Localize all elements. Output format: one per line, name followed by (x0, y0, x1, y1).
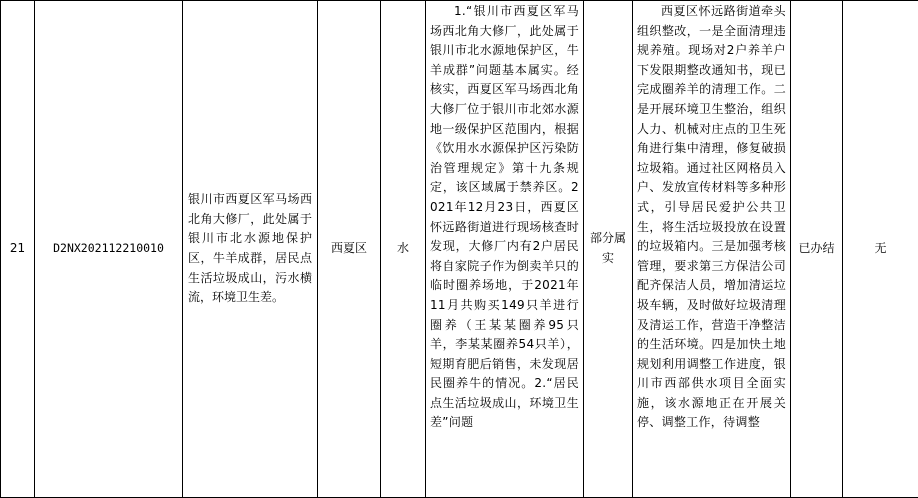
case-id: D2NX202112210010 (35, 1, 183, 498)
district: 西夏区 (318, 1, 381, 498)
pollution-category: 水 (381, 1, 426, 498)
investigation-text: 1.“银川市西夏区军马场西北角大修厂，此处属于银川市北水源地保护区，牛羊成群”问题基本属实。经核实，西夏区军马场西北角大修厂位于银川市北郊水源地一级保护区范围内，根据《饮用水水源保护区污染防治管理规定》第十九条规定，该区域属于禁养区。2021年12月23日，西夏区怀远路街道进行现场核查时发现，大修厂内有2户居民将自家院子作为倒卖羊只的临时圈养场地，于2021年11月共购买149只羊进行圈养（王某某圈养95只羊，李某某圈养54只羊），短期育肥后销售，未发现居民圈养牛的情况。2.“居民点生活垃圾成山，环境卫生差”问题 (430, 2, 579, 496)
verdict: 部分属实 (584, 1, 633, 498)
complaint-text: 银川市西夏区军马场西北角大修厂，此处属于银川市北水源地保护区，牛羊成群，居民点生活垃圾成山，污水横流，环境卫生差。 (183, 1, 318, 498)
row-index: 21 (1, 1, 35, 498)
accountability: 无 (843, 1, 918, 498)
handling-text: 西夏区怀远路街道牵头组织整改，一是全面清理违规养殖。现场对2户养羊户下发限期整改通知书，现已完成圈养羊的清理工作。二是开展环境卫生整治，组织人力、机械对庄点的卫生死角进行集中清理，修复破损垃圾箱。通过社区网格员入户、发放宣传材料等多种形式，引导居民爱护公共卫生，将生活垃圾投放在设置的垃圾箱内。三是加强考核管理，要求第三方保洁公司配齐保洁人员，增加清运垃圾车辆，及时做好垃圾清理及清运工作，营造干净整洁的生活环境。四是加快土地规划利用调整工作进度，银川市西部供水项目全面实施，该水源地正在开展关停、调整工作，待调整 (637, 2, 786, 496)
handling-cell (633, 1, 791, 498)
status: 已办结 (791, 1, 843, 498)
table-row (1, 1, 918, 498)
investigation-cell (426, 1, 584, 498)
